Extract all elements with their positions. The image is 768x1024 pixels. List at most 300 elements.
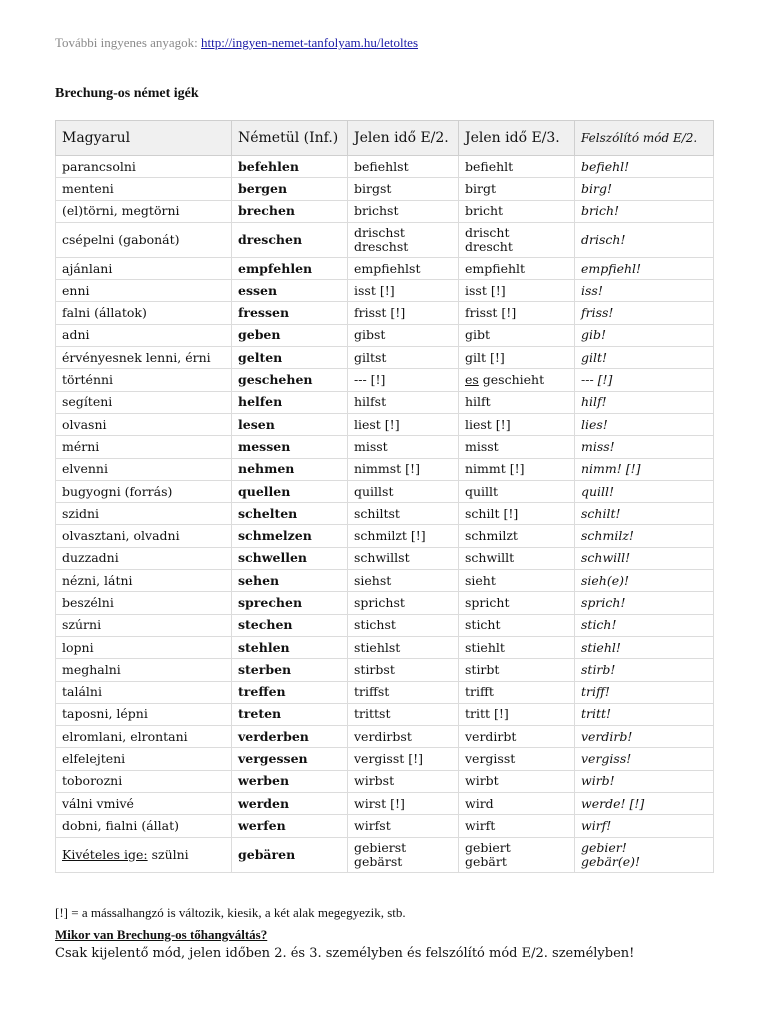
cell-present-3sg [459,257,575,279]
cell-hungarian [56,503,232,525]
cell-present-3sg [459,636,575,658]
hungarian-text: menteni [62,180,114,196]
imperative-text: hilf! [581,394,607,410]
cell-german-infinitive [232,280,348,302]
present-3sg-text: liest [!] [465,416,511,432]
imperative-text: drisch! [581,231,626,247]
imperative-text: quill! [581,483,615,499]
cell-hungarian [56,770,232,792]
cell-hungarian [56,525,232,547]
cell-imperative [575,200,714,222]
cell-present-2sg [348,614,459,636]
cell-present-2sg [348,525,459,547]
present-2sg-text: verdirbst [354,728,412,744]
cell-present-2sg [348,347,459,369]
hungarian-text: szidni [62,505,100,521]
present-2sg-text: wirst [!] [354,795,405,811]
cell-hungarian [56,302,232,324]
cell-present-2sg [348,156,459,178]
cell-imperative [575,703,714,725]
imperative-text: stiehl! [581,639,621,655]
cell-german-infinitive [232,324,348,346]
cell-hungarian [56,347,232,369]
present-2sg-text: nimmst [!] [354,461,420,477]
cell-hungarian [56,436,232,458]
cell-present-2sg [348,200,459,222]
hungarian-text: szülni [147,846,189,862]
table-row [56,413,714,435]
table-row [56,837,714,872]
imperative-text: iss! [581,282,603,298]
imperative-text: wirf! [581,817,612,833]
present-3sg-text: gebiert [465,839,511,855]
cell-hungarian [56,726,232,748]
cell-hungarian [56,200,232,222]
german-infinitive-text: treffen [238,684,286,700]
german-infinitive-text: geben [238,327,281,343]
hungarian-text: szúrni [62,617,102,633]
present-3sg-text: spricht [465,594,510,610]
cell-present-3sg [459,525,575,547]
cell-german-infinitive [232,770,348,792]
cell-present-2sg [348,302,459,324]
cell-german-infinitive [232,480,348,502]
cell-present-2sg [348,703,459,725]
col-header-present-3sg: Jelen idő E/3. [459,121,575,156]
present-2sg-text: giltst [354,349,387,365]
cell-imperative [575,659,714,681]
present-3sg-text: geschieht [478,372,545,388]
cell-german-infinitive [232,369,348,391]
hungarian-text: csépelni (gabonát) [62,231,180,247]
resources-note-text: További ingyenes anyagok: [55,35,202,50]
cell-hungarian [56,413,232,435]
present-3sg-text: schmilzt [465,528,518,544]
cell-german-infinitive [232,458,348,480]
imperative-text: gebier! [581,839,627,855]
table-row [56,436,714,458]
german-infinitive-text: empfehlen [238,260,313,276]
cell-present-2sg [348,436,459,458]
german-infinitive-text: werfen [238,817,286,833]
imperative-text: verdirb! [581,728,633,744]
cell-present-3sg [459,748,575,770]
cell-imperative [575,503,714,525]
cell-imperative [575,480,714,502]
present-2sg-text: schmilzt [!] [354,528,426,544]
verb-table [55,120,714,873]
german-infinitive-text: stechen [238,617,293,633]
cell-imperative [575,592,714,614]
present-3sg-text: stiehlt [465,639,505,655]
german-infinitive-text: geschehen [238,372,313,388]
hungarian-text: beszélni [62,594,114,610]
german-infinitive-text: helfen [238,394,283,410]
cell-german-infinitive [232,257,348,279]
hungarian-text: dobni, fialni (állat) [62,817,180,833]
imperative-text: nimm! [!] [581,461,641,477]
cell-present-2sg [348,413,459,435]
german-infinitive-text: schmelzen [238,528,312,544]
hungarian-text: mérni [62,438,100,454]
hungarian-text: toborozni [62,773,123,789]
present-2sg-text: birgst [354,180,392,196]
cell-german-infinitive [232,681,348,703]
cell-present-2sg [348,659,459,681]
cell-german-infinitive [232,178,348,200]
german-infinitive-text: dreschen [238,231,303,247]
cell-present-2sg [348,570,459,592]
cell-present-2sg [348,726,459,748]
cell-present-3sg [459,222,575,257]
imperative-text: lies! [581,416,608,432]
cell-present-3sg [459,156,575,178]
cell-present-3sg [459,347,575,369]
cell-hungarian [56,793,232,815]
cell-imperative [575,815,714,837]
cell-present-2sg [348,503,459,525]
page-title: Brechung-os német igék [55,86,199,101]
present-2sg-text: befiehlst [354,158,409,174]
cell-present-3sg [459,391,575,413]
present-3sg-text: empfiehlt [465,260,526,276]
cell-hungarian [56,156,232,178]
table-row [56,815,714,837]
hungarian-text: érvényesnek lenni, érni [62,349,211,365]
hungarian-text: elvenni [62,461,108,477]
cell-present-3sg [459,200,575,222]
hungarian-text: falni (állatok) [62,305,147,321]
present-2sg-text: liest [!] [354,416,400,432]
german-infinitive-text: vergessen [238,751,308,767]
cell-hungarian [56,324,232,346]
cell-present-2sg [348,592,459,614]
present-2sg-text: schwillst [354,550,410,566]
present-2sg-text: isst [!] [354,282,395,298]
present-3sg-text: tritt [!] [465,706,509,722]
cell-hungarian [56,257,232,279]
cell-german-infinitive [232,391,348,413]
cell-present-3sg [459,815,575,837]
present-2sg-text: schiltst [354,505,400,521]
cell-german-infinitive [232,302,348,324]
col-header-present-2sg: Jelen idő E/2. [348,121,459,156]
cell-imperative [575,748,714,770]
imperative-text: gib! [581,327,607,343]
hungarian-text: taposni, lépni [62,706,148,722]
cell-present-2sg [348,770,459,792]
present-3sg-text: sticht [465,617,501,633]
table-row [56,391,714,413]
cell-imperative [575,681,714,703]
cell-present-3sg [459,369,575,391]
cell-present-3sg [459,413,575,435]
hungarian-text: olvasni [62,416,107,432]
present-3sg-text: wird [465,795,494,811]
resources-link[interactable]: http://ingyen-nemet-tanfolyam.hu/letoltes [201,35,419,50]
cell-german-infinitive [232,413,348,435]
present-2sg-text: wirbst [354,773,395,789]
imperative-text: miss! [581,438,615,454]
cell-german-infinitive [232,815,348,837]
german-infinitive-text: fressen [238,305,290,321]
hungarian-text: parancsolni [62,158,136,174]
german-infinitive-text: treten [238,706,282,722]
cell-imperative [575,570,714,592]
table-row [56,592,714,614]
hungarian-text: elromlani, elrontani [62,728,188,744]
cell-hungarian [56,458,232,480]
cell-present-2sg [348,391,459,413]
cell-german-infinitive [232,837,348,872]
german-infinitive-text: werden [238,795,290,811]
present-2sg-text: stiehlst [354,639,401,655]
cell-hungarian [56,480,232,502]
present-2sg-alt-text: gebärst [354,853,403,869]
present-3sg-text: wirft [465,817,496,833]
imperative-text: schmilz! [581,528,634,544]
cell-imperative [575,369,714,391]
cell-german-infinitive [232,222,348,257]
table-row [56,659,714,681]
hungarian-text: bugyogni (forrás) [62,483,173,499]
cell-german-infinitive [232,636,348,658]
german-infinitive-text: bergen [238,180,288,196]
cell-german-infinitive [232,726,348,748]
present-2sg-text: gibst [354,327,386,343]
cell-present-3sg [459,592,575,614]
cell-german-infinitive [232,614,348,636]
present-2sg-text: --- [!] [354,372,386,388]
present-2sg-text: siehst [354,572,392,588]
question-heading: Mikor van Brechung-os tőhangváltás? [55,927,268,942]
present-2sg-text: vergisst [!] [354,751,424,767]
present-3sg-text: trifft [465,684,494,700]
hungarian-text: történni [62,372,114,388]
cell-present-3sg [459,770,575,792]
german-infinitive-text: schelten [238,505,298,521]
present-2sg-text: misst [354,438,388,454]
cell-german-infinitive [232,436,348,458]
cell-present-2sg [348,748,459,770]
present-3sg-text: stirbt [465,661,500,677]
col-header-hungarian: Magyarul [56,121,232,156]
present-2sg-text: stichst [354,617,396,633]
present-3sg-text: schilt [!] [465,505,519,521]
table-row [56,222,714,257]
cell-hungarian [56,748,232,770]
german-infinitive-text: quellen [238,483,291,499]
cell-present-2sg [348,681,459,703]
hungarian-text: lopni [62,639,94,655]
table-row [56,178,714,200]
present-3sg-text: wirbt [465,773,499,789]
cell-hungarian [56,614,232,636]
present-3sg-alt-text: drescht [465,238,513,254]
present-3sg-text: drischt [465,224,510,240]
cell-imperative [575,837,714,872]
present-2sg-text: gebierst [354,839,407,855]
present-2sg-text: sprichst [354,594,405,610]
cell-imperative [575,257,714,279]
imperative-text: vergiss! [581,751,632,767]
hungarian-text: (el)törni, megtörni [62,203,180,219]
cell-hungarian [56,369,232,391]
imperative-text: birg! [581,180,612,196]
col-header-imperative: Felszólító mód E/2. [575,121,714,156]
cell-hungarian [56,280,232,302]
german-infinitive-text: stehlen [238,639,290,655]
german-infinitive-text: schwellen [238,550,307,566]
cell-present-3sg [459,681,575,703]
imperative-text: --- [!] [581,372,613,388]
present-2sg-text: stirbst [354,661,395,677]
german-infinitive-text: sehen [238,572,280,588]
present-3sg-text: gibt [465,327,491,343]
table-row [56,503,714,525]
hungarian-text: találni [62,684,102,700]
hungarian-text: válni vmivé [62,795,134,811]
present-2sg-text: drischst [354,224,405,240]
table-row [56,681,714,703]
cell-imperative [575,636,714,658]
hungarian-text: ajánlani [62,260,113,276]
table-row [56,636,714,658]
present-2sg-text: wirfst [354,817,391,833]
pronoun-es: es [465,372,479,388]
imperative-text: sieh(e)! [581,572,630,588]
cell-imperative [575,726,714,748]
cell-imperative [575,302,714,324]
table-row [56,280,714,302]
german-infinitive-text: essen [238,282,278,298]
cell-present-3sg [459,726,575,748]
cell-german-infinitive [232,525,348,547]
cell-german-infinitive [232,570,348,592]
cell-hungarian [56,703,232,725]
cell-german-infinitive [232,156,348,178]
cell-imperative [575,436,714,458]
imperative-text: sprich! [581,594,626,610]
german-infinitive-text: sterben [238,661,292,677]
table-row [56,547,714,569]
cell-hungarian [56,178,232,200]
exception-label: Kivételes ige: [62,846,148,862]
table-row [56,200,714,222]
cell-present-3sg [459,503,575,525]
imperative-text: schwill! [581,550,631,566]
german-infinitive-text: lesen [238,416,275,432]
cell-present-3sg [459,659,575,681]
present-3sg-text: vergisst [465,751,516,767]
cell-german-infinitive [232,748,348,770]
cell-present-2sg [348,815,459,837]
cell-hungarian [56,837,232,872]
cell-present-2sg [348,257,459,279]
cell-present-3sg [459,703,575,725]
table-row [56,748,714,770]
imperative-text: triff! [581,684,610,700]
imperative-text: befiehl! [581,158,630,174]
imperative-text: brich! [581,203,620,219]
german-infinitive-text: befehlen [238,158,299,174]
cell-imperative [575,222,714,257]
cell-present-2sg [348,480,459,502]
hungarian-text: segíteni [62,394,113,410]
present-3sg-text: hilft [465,394,491,410]
table-row [56,570,714,592]
cell-imperative [575,156,714,178]
cell-present-2sg [348,793,459,815]
present-3sg-text: birgt [465,180,496,196]
table-row [56,726,714,748]
present-2sg-alt-text: dreschst [354,238,409,254]
cell-present-3sg [459,458,575,480]
imperative-text: empfiehl! [581,260,642,276]
verb-table-body [56,156,714,873]
legend-note: [!] = a mássalhangzó is változik, kiesik, a két alak megegyezik, stb. [55,905,406,920]
cell-present-3sg [459,837,575,872]
hungarian-text: meghalni [62,661,121,677]
german-infinitive-text: messen [238,438,291,454]
table-row [56,793,714,815]
table-row [56,525,714,547]
cell-german-infinitive [232,659,348,681]
german-infinitive-text: brechen [238,203,296,219]
cell-present-3sg [459,280,575,302]
cell-present-3sg [459,480,575,502]
cell-german-infinitive [232,592,348,614]
present-3sg-text: bricht [465,203,504,219]
cell-present-2sg [348,547,459,569]
imperative-text: werde! [!] [581,795,645,811]
imperative-text: wirb! [581,773,615,789]
hungarian-text: duzzadni [62,550,119,566]
present-3sg-alt-text: gebärt [465,853,507,869]
cell-imperative [575,178,714,200]
table-row [56,458,714,480]
cell-imperative [575,280,714,302]
cell-imperative [575,793,714,815]
present-2sg-text: trittst [354,706,391,722]
table-row [56,614,714,636]
german-infinitive-text: gelten [238,349,283,365]
hungarian-text: enni [62,282,90,298]
cell-present-3sg [459,570,575,592]
table-header-row [56,121,714,156]
table-row [56,480,714,502]
cell-present-2sg [348,837,459,872]
answer-text: Csak kijelentő mód, jelen időben 2. és 3. személyben és felszólító mód E/2. személyben! [55,946,635,961]
cell-hungarian [56,636,232,658]
cell-german-infinitive [232,503,348,525]
present-3sg-text: isst [!] [465,282,506,298]
table-row [56,302,714,324]
hungarian-text: nézni, látni [62,572,133,588]
cell-present-3sg [459,793,575,815]
table-row [56,347,714,369]
cell-present-2sg [348,369,459,391]
cell-imperative [575,413,714,435]
cell-hungarian [56,592,232,614]
present-2sg-text: frisst [!] [354,305,406,321]
hungarian-text: adni [62,327,90,343]
cell-german-infinitive [232,200,348,222]
cell-imperative [575,547,714,569]
cell-present-3sg [459,436,575,458]
hungarian-text: elfelejteni [62,751,126,767]
cell-hungarian [56,547,232,569]
